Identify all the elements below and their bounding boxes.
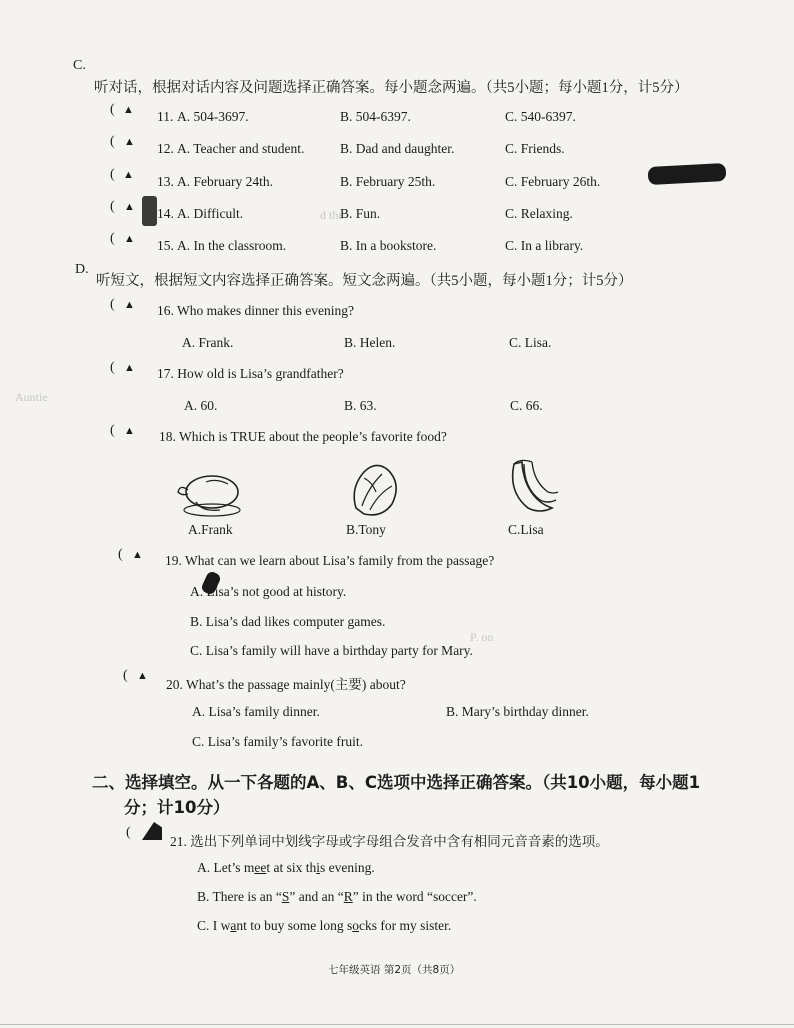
q15-option-a: A. In the classroom. [177,238,287,253]
q18-option-c: C.Lisa [508,522,544,537]
underlined-letters: R [343,889,353,904]
q17-option-c: C. 66. [510,398,543,413]
bleed-through-text: Auntie [15,390,48,404]
q20-option-b: B. Mary’s birthday dinner. [446,704,589,719]
q21c-text: C. I w [197,918,231,933]
q17-text: 17. How old is Lisa’s grandfather? [157,366,344,381]
q18-option-b: B.Tony [346,522,386,537]
q21-text: 21. 选出下列单词中划线字母或字母组合发音中含有相同元音音素的选项。 [170,834,609,849]
section-d-instruction: 听短文，根据短文内容选择正确答案。短文念两遍。（共5小题，每小题1分；计5分） [96,273,633,289]
q15-option-c: C. In a library. [505,238,584,253]
q16-option-c: C. Lisa. [509,335,552,350]
q16-text: 16. Who makes dinner this evening? [157,303,354,318]
bananas-picture [506,458,560,516]
part2-heading-line2: 分；计10分） [124,798,230,817]
q13-number: 13. [157,174,174,189]
bleed-through-text: P. on [470,630,494,644]
answer-paren: ( [110,199,115,214]
roast-chicken-picture [176,462,242,520]
q11-option-b: B. 504-6397. [340,109,411,124]
answer-mark: ▲ [123,169,134,181]
q21a-text: t at six th [266,860,317,875]
page-footer: 七年级英语 第2页（共8页） [328,964,461,976]
q21b-text: ” and an “ [289,889,344,904]
q21-option-c [197,918,451,934]
q15-number: 15. [157,238,174,253]
answer-paren: ( [110,423,115,438]
answer-mark: ▲ [124,233,135,245]
answer-mark: ▲ [124,362,135,374]
q19-option-b: B. Lisa’s dad likes computer games. [190,614,386,629]
q18-option-a: A.Frank [188,522,233,537]
underlined-letters: a [230,918,237,933]
answer-paren: ( [110,231,115,246]
q19-option-a: A. Lisa’s not good at history. [190,584,347,599]
answer-paren: ( [110,297,115,312]
underlined-letters: S [281,889,290,904]
q15-option-b: B. In a bookstore. [340,238,437,253]
q21c-text: cks for my sister. [359,918,452,933]
q13-option-b: B. February 25th. [340,174,436,189]
q14-option-a: A. Difficult. [177,206,244,221]
q13-option-c: C. February 26th. [505,174,601,189]
q21-option-a [197,860,375,876]
answer-paren: ( [126,825,131,840]
q17-option-b: B. 63. [344,398,377,413]
q11-number: 11. [157,109,174,124]
bleed-through-text: d the [320,208,344,222]
q16-option-a: A. Frank. [182,335,234,350]
q11-option-c: C. 540-6397. [505,109,576,124]
q20-text: 20. What’s the passage mainly(主要) about? [166,677,406,692]
cabbage-picture [346,458,404,520]
q21-option-b [197,889,477,905]
part2-heading-line1: 二、选择填空。从一下各题的A、B、C选项中选择正确答案。（共10小题，每小题1 [92,773,701,792]
answer-mark: ▲ [137,670,148,682]
q21b-text: B. There is an “ [197,889,282,904]
answer-mark: ▲ [124,201,135,213]
q21c-text: nt to buy some long s [236,918,353,933]
q17-option-a: A. 60. [184,398,218,413]
q19-text: 19. What can we learn about Lisa’s family from the passage? [165,553,495,568]
underlined-letters: i [316,860,320,875]
q11-option-a: A. 504-3697. [177,109,249,124]
answer-mark: ▲ [123,104,134,116]
answer-paren: ( [123,668,128,683]
answer-mark: ▲ [132,549,143,561]
ink-mark [142,822,162,840]
q12-option-b: B. Dad and daughter. [340,141,455,156]
q21a-text: A. Let’s m [197,860,255,875]
q21b-text: ” in the word “soccer”. [352,889,477,904]
answer-paren: ( [110,134,115,149]
q14-number: 14. [157,206,174,221]
underlined-letters: o [352,918,360,933]
q20-option-a: A. Lisa’s family dinner. [192,704,320,719]
q18-text: 18. Which is TRUE about the people’s favorite food? [159,429,447,444]
q20-option-c: C. Lisa’s family’s favorite fruit. [192,734,363,749]
q12-number: 12. [157,141,174,156]
section-c-label: C. [73,58,86,73]
q13-option-a: A. February 24th. [177,174,273,189]
answer-mark: ▲ [124,136,135,148]
q16-option-b: B. Helen. [344,335,396,350]
ink-scribble [648,163,727,185]
q12-option-c: C. Friends. [505,141,565,156]
answer-paren: ( [110,102,115,117]
q14-option-b: B. Fun. [340,206,381,221]
answer-paren: ( [110,360,115,375]
q21a-text: s evening. [320,860,375,875]
underlined-letters: ee [254,860,267,875]
answer-paren: ( [118,547,123,562]
section-c-instruction: 听对话，根据对话内容及问题选择正确答案。每小题念两遍。（共5小题；每小题1分，计5分） [94,80,689,96]
answer-mark: ▲ [124,425,135,437]
answer-mark: ▲ [124,299,135,311]
q14-option-c: C. Relaxing. [505,206,573,221]
ink-smudge [142,196,157,226]
q12-option-a: A. Teacher and student. [177,141,305,156]
section-d-label: D. [75,262,89,277]
answer-paren: ( [110,167,115,182]
page-edge [0,1024,794,1025]
q19-option-c: C. Lisa’s family will have a birthday party for Mary. [190,643,473,658]
